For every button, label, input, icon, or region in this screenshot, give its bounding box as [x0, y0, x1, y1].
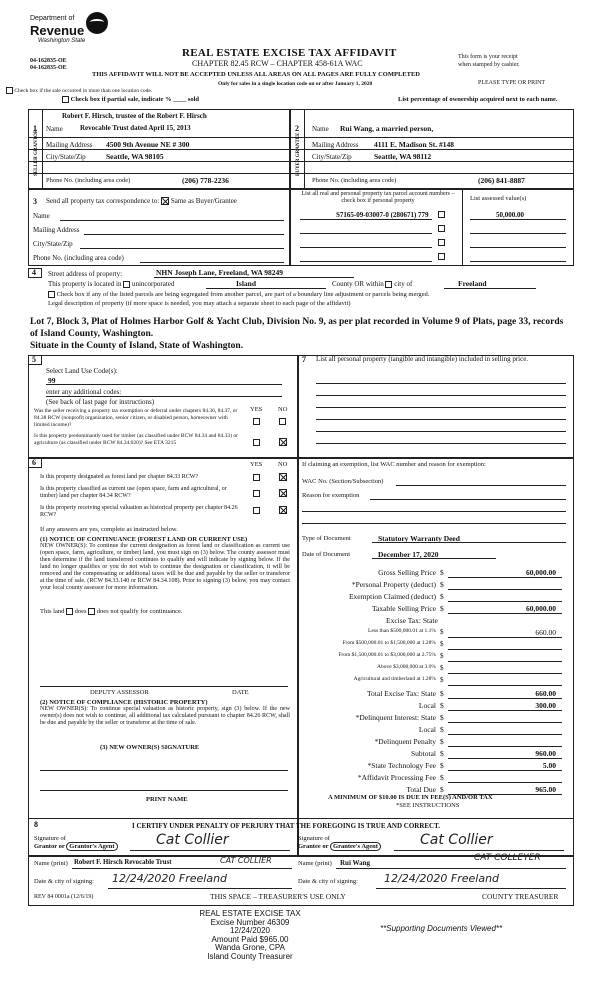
exempt-label: If claiming an exemption, list WAC number and reason for exemption: — [302, 461, 486, 468]
technology-fee: 5.00 — [542, 761, 556, 770]
grantee-sig-line2: Grantee or — [298, 843, 329, 850]
assessed-header: List assessed value(s) — [470, 195, 527, 202]
section-3-number: 3 — [33, 197, 37, 206]
dollar-sign: $ — [440, 737, 444, 746]
partial-sale-label: Check box if partial sale, indicate % — [70, 96, 172, 103]
dollar-sign: $ — [440, 592, 444, 601]
grantee-signature[interactable]: Cat Collier — [420, 832, 493, 848]
doc-type-value: Statutory Warranty Deed — [378, 534, 460, 543]
same-as-buyer-checkbox[interactable] — [161, 197, 169, 205]
tax-row — [302, 568, 566, 580]
oe-number-2: 04-162835-OE — [30, 65, 67, 71]
legal-note: Legal description of property (if more space is needed, you may attach a separate sheet to each page of the affidavit) — [48, 300, 351, 307]
tax-rows — [302, 568, 566, 628]
oe-number-1: 04-162835-OE — [30, 58, 67, 64]
new-owner-signature-label: (3) NEW OWNER(S) SIGNATURE — [100, 744, 200, 751]
county-treasurer-label: COUNTY TREASURER — [482, 892, 559, 901]
sec5-q1-no-checkbox[interactable] — [279, 418, 286, 425]
tax-totals — [302, 689, 566, 797]
grantor-print-handwritten: CAT COLLIER — [220, 856, 272, 865]
sec3-mail-label: Mailing Address — [33, 226, 80, 234]
multi-location-checkbox[interactable] — [6, 87, 13, 94]
doc-type-label: Type of Document — [302, 535, 351, 542]
tax-tiers — [302, 628, 566, 688]
does-not-qualify-checkbox[interactable] — [88, 608, 95, 615]
total-due: 965.00 — [535, 785, 556, 794]
sec5-q1-yes-checkbox[interactable] — [253, 418, 260, 425]
supporting-docs-note: **Supporting Documents Viewed** — [380, 924, 503, 933]
sec5-q2: Is this property predominantly used for timber (as classified under RCW 84.34 and 84.33) or agriculture (as classified under RCW 84.34.020)? See ETA 3215 — [34, 433, 238, 446]
stamp-line-6: Island County Treasurer — [207, 951, 293, 961]
buyer-phone: (206) 841-8887 — [478, 176, 525, 185]
city-value: Freeland — [458, 279, 487, 288]
dollar-sign: $ — [440, 640, 444, 648]
tier-label: Above $3,000,000 at 3.0% — [377, 664, 436, 670]
wac-label: WAC No. (Section/Subsection) — [302, 478, 384, 485]
see-instructions: *SEE INSTRUCTIONS — [396, 802, 460, 809]
doc-date-label: Date of Document — [302, 551, 351, 558]
total-label: *Delinquent Interest: State — [355, 713, 436, 722]
dollar-sign: $ — [440, 761, 444, 770]
this-land-row — [40, 608, 183, 615]
section-5-number: 5 — [32, 355, 36, 364]
dollar-sign: $ — [440, 652, 444, 660]
sec7-label: List all personal property (tangible and intangible) included in selling price. — [316, 355, 529, 363]
grantee-date-city-label: Date & city of signing: — [298, 878, 358, 885]
seller-name-label: Name — [46, 125, 63, 133]
tier-label: Less than $500,000.01 at 1.1% — [368, 628, 436, 634]
parcel-3-checkbox[interactable] — [438, 239, 445, 246]
this-land-label: This land — [40, 608, 65, 615]
grantee-signature-label — [298, 835, 381, 851]
sec6-no-header: NO — [278, 461, 288, 468]
dollar-sign: $ — [440, 628, 444, 636]
parcel-4-checkbox[interactable] — [438, 253, 445, 260]
city-checkbox[interactable] — [385, 281, 392, 288]
stamp-line-4: Amount Paid $965.00 — [211, 934, 289, 944]
assessed-value: 50,000.00 — [496, 211, 524, 219]
legal-description-text: Lot 7, Block 3, Plat of Holmes Harbor Golf & Yacht Club, Division No. 9, as per plat recorded in Volume 9 of Plats, page 33, records of Island County, Washington. — [30, 317, 564, 339]
form-title: REAL ESTATE EXCISE TAX AFFIDAVIT — [182, 47, 397, 59]
parcel-number: S7165-09-03007-0 (280671) 779 — [336, 211, 429, 219]
partial-sale-checkbox[interactable] — [62, 96, 69, 103]
multi-note: Only for sales in a single location code on or after January 1, 2020 — [218, 81, 373, 87]
gross-selling-price: 60,000.00 — [526, 568, 556, 577]
total-label: Total Due — [406, 785, 436, 794]
parcel-1-checkbox[interactable] — [438, 211, 445, 218]
grantee-agent-label: Grantee's Agent — [330, 842, 381, 851]
notice-2-title: (2) NOTICE OF COMPLIANCE (HISTORIC PROPERTY) — [40, 699, 208, 706]
total-row — [302, 749, 566, 761]
section-7-number: 7 — [302, 355, 306, 364]
segregated-row — [48, 291, 588, 298]
sec6-q3: Is this property receiving special valuation as historical property per chapter 84.26 RCW? — [40, 505, 238, 518]
use-code-value: 99 — [48, 376, 56, 385]
logo-icon-wave — [90, 19, 104, 25]
dollar-sign: $ — [440, 785, 444, 794]
grantor-signature-label — [34, 835, 118, 851]
doc-date-value: December 17, 2020 — [378, 550, 439, 559]
receipt-note — [458, 53, 520, 69]
total-label: *State Technology Fee — [367, 761, 436, 770]
not-qualify-label: does not qualify for continuance. — [96, 608, 183, 615]
multi-location-row — [6, 87, 152, 94]
tier-row — [302, 628, 566, 640]
tier-row — [302, 664, 566, 676]
tier-label: From $1,500,000.01 to $3,000,000 at 2.75% — [338, 652, 436, 658]
grantee-print-handwritten: CAT COLLEYER — [474, 853, 541, 863]
deputy-assessor-label: DEPUTY ASSESSOR — [90, 689, 149, 696]
date-label: DATE — [232, 689, 249, 696]
stamp-line-2: Excise Number 46309 — [210, 917, 290, 927]
sec6-q1: Is this property designated as forest land per chapter 84.33 RCW? — [40, 474, 199, 480]
buyer-name: Rui Wang, a married person, — [340, 124, 434, 133]
excise-label: Excise Tax: State — [386, 616, 438, 625]
dollar-sign: $ — [440, 580, 444, 589]
section-4-number: 4 — [32, 268, 36, 277]
section-2-number: 2 — [295, 124, 299, 133]
tax-row — [302, 604, 566, 616]
total-label: *Delinquent Penalty — [374, 737, 436, 746]
unincorporated-checkbox[interactable] — [123, 281, 130, 288]
buyer-mail-label: Mailing Address — [312, 141, 359, 149]
legal-description — [30, 316, 570, 352]
see-back-label: (See back of last page for instructions) — [46, 398, 155, 406]
partial-sale-row: Check box if partial sale, indicate % ____ sold — [62, 96, 199, 103]
tier-1-value: 660.00 — [535, 628, 556, 637]
section-6-number: 6 — [32, 458, 36, 467]
sec6-q2-no-checkbox[interactable] — [279, 489, 287, 497]
dollar-sign: $ — [440, 676, 444, 684]
rev-number: REV 84 0001a (12/6/19) — [34, 894, 94, 900]
seller-city-label: City/State/Zip — [46, 153, 86, 161]
county-value: Island — [236, 279, 257, 288]
form-chapter: CHAPTER 82.45 RCW – CHAPTER 458-61A WAC — [192, 59, 363, 68]
grantor-agent-label: Grantor's Agent — [66, 842, 117, 851]
buyer-name-label: Name — [312, 125, 329, 133]
does-label: does — [74, 608, 87, 615]
sec6-yes-header: YES — [250, 461, 263, 468]
revenue-logo — [30, 12, 120, 48]
tier-row — [302, 640, 566, 652]
dollar-sign: $ — [440, 568, 444, 577]
tier-row — [302, 676, 566, 688]
minimum-note: A MINIMUM OF $10.00 IS DUE IN FEE(S) AND/OR TAX — [328, 794, 493, 801]
buyer-phone-label: Phone No. (including area code) — [312, 177, 397, 184]
seller-name-line2: Revocable Trust dated April 15, 2013 — [80, 124, 191, 132]
total-excise-local: 300.00 — [535, 701, 556, 710]
section-1-number: 1 — [33, 124, 37, 133]
sec5-yes-header: YES — [250, 406, 263, 413]
grantee-sig-line1: Signature of — [298, 835, 330, 842]
seller-phone-label: Phone No. (including area code) — [46, 177, 131, 184]
tax-row-label: Taxable Selling Price — [371, 604, 436, 613]
sec6-q3-no-checkbox[interactable] — [279, 506, 287, 514]
sec3-name-label: Name — [33, 212, 50, 220]
treasurer-only-label: THIS SPACE – TREASURER'S USE ONLY — [210, 892, 346, 901]
grantor-date-city[interactable]: 12/24/2020 Freeland — [112, 872, 228, 885]
reason-label: Reason for exemption — [302, 492, 360, 499]
dollar-sign: $ — [440, 604, 444, 613]
tax-row — [302, 592, 566, 604]
sec6-q1-no-checkbox[interactable] — [279, 473, 287, 481]
additional-codes-label: enter any additional codes: — [46, 388, 122, 396]
agency-label: Department of — [30, 15, 75, 22]
sec3-city-label: City/State/Zip — [33, 240, 73, 248]
grantee-name-print-label: Name (print) — [298, 860, 332, 867]
tier-label: Agricultural and timberland at 1.28% — [353, 676, 436, 682]
receipt-note-2: when stamped by cashier. — [458, 62, 520, 68]
taxable-selling-price: 60,000.00 — [526, 604, 556, 613]
grantor-sig-line2: Grantor or — [34, 843, 65, 850]
dollar-sign: $ — [440, 664, 444, 672]
ownership-note: List percentage of ownership acquired next to each name. — [398, 96, 558, 103]
tax-row-label: Exemption Claimed (deduct) — [348, 592, 436, 601]
seller-mail: 4500 9th Avenue NE # 300 — [106, 140, 190, 149]
seller-city: Seattle, WA 98105 — [106, 152, 164, 161]
parcel-2-checkbox[interactable] — [438, 225, 445, 232]
segregated-checkbox[interactable] — [48, 291, 55, 298]
sold-label: sold — [187, 96, 200, 103]
parcel-header: List all real and personal property tax parcel account numbers – check box if personal property — [301, 191, 455, 204]
subtotal: 960.00 — [535, 749, 556, 758]
grantee-name-print: Rui Wang — [340, 859, 371, 867]
grantor-signature[interactable]: Cat Collier — [156, 832, 229, 848]
total-label: *Affidavit Processing Fee — [357, 773, 436, 782]
total-label: Local — [418, 725, 436, 734]
print-name-label: PRINT NAME — [146, 796, 188, 803]
sec5-q2-yes-checkbox[interactable] — [253, 439, 260, 446]
stamp-line-1: REAL ESTATE EXCISE TAX — [199, 909, 301, 918]
total-label: Total Excise Tax: State — [366, 689, 436, 698]
tax-row-label: *Personal Property (deduct) — [351, 580, 436, 589]
use-code-label: Select Land Use Code(s): — [46, 367, 118, 375]
seller-side-label: SELLER GRANTOR — [34, 129, 39, 176]
notice-2-text: NEW OWNER(S): To continue special valuation as historic property, sign (3) below. If the new owner(s) does not wish to continue, all additional tax calculated pursuant to chapter 84.26 RCW, shall be due and payable by the seller or transferor at the time of sale. — [40, 706, 290, 726]
buyer-city: Seattle, WA 98112 — [374, 152, 432, 161]
segregated-label: Check box if any of the listed parcels are being segregated from another parcel, are part of a boundary line adjustment or parcels being merged. — [56, 291, 430, 298]
grantor-date-city-label: Date & city of signing: — [34, 878, 94, 885]
certify-text: I CERTIFY UNDER PENALTY OF PERJURY THAT THE FOREGOING IS TRUE AND CORRECT. — [132, 822, 441, 830]
total-row — [302, 773, 566, 785]
grantee-date-city[interactable]: 12/24/2020 Freeland — [384, 872, 500, 885]
seller-mail-label: Mailing Address — [46, 141, 93, 149]
tax-row — [302, 580, 566, 592]
dollar-sign: $ — [440, 713, 444, 722]
dollar-sign: $ — [440, 749, 444, 758]
sec3-phone-label: Phone No. (including area code) — [33, 254, 124, 262]
sec6-q1-yes-checkbox[interactable] — [253, 474, 260, 481]
dollar-sign: $ — [440, 773, 444, 782]
street-address: NHN Joseph Lane, Freeland, WA 98249 — [156, 268, 284, 277]
unincorporated-label: unincorporated — [131, 280, 175, 288]
buyer-city-label: City/State/Zip — [312, 153, 352, 161]
sec6-q2-yes-checkbox[interactable] — [253, 490, 260, 497]
tier-label: From $500,000.01 to $1,500,000 at 1.28% — [342, 640, 436, 646]
total-row — [302, 689, 566, 701]
city-label: city of — [394, 280, 413, 288]
total-row — [302, 701, 566, 713]
dollar-sign: $ — [440, 725, 444, 734]
form-warning: THIS AFFIDAVIT WILL NOT BE ACCEPTED UNLESS ALL AREAS ON ALL PAGES ARE FULLY COMPLETED — [92, 71, 420, 78]
grantor-name-print-label: Name (print) — [34, 860, 68, 867]
dollar-sign: $ — [440, 689, 444, 698]
agency-state: Washington State — [38, 38, 86, 44]
sec6-q3-yes-checkbox[interactable] — [253, 507, 260, 514]
tier-row — [302, 652, 566, 664]
treasurer-stamp — [180, 910, 320, 961]
sec3-row — [46, 197, 237, 205]
buyer-side-label: BUYER GRANTEE — [296, 132, 301, 176]
same-as-buyer-label: Same as Buyer/Grantee — [170, 197, 237, 205]
dollar-sign: $ — [440, 701, 444, 710]
sec6-q2: Is this property classified as current use (open space, farm and agricultural, or timber) land per chapter 84.34 RCW? — [40, 486, 227, 499]
notice-1-text: NEW OWNER(S): To continue the current designation as forest land or classification as current use (open space, farm, agriculture, or timber) land, you must sign on (3) below. The county assessor must then determine if the land transferred continues to qualify and will indicate by signing below. If the land no longer qualifies or you do not wish to continue the designation or classification, it will be removed and the compensating or additional taxes will be due and payable by the seller or transferor at the time of sale. (RCW 84.33.140 or RCW 84.34.108). Prior to signing (3) below, you may contact your local county assessor for more information. — [40, 543, 290, 591]
agency-name: Revenue — [30, 23, 85, 38]
total-row — [302, 725, 566, 737]
sec6-any-yes: If any answers are yes, complete as instructed below. — [40, 526, 178, 533]
tax-row-label: Gross Selling Price — [378, 568, 436, 577]
section-8-number: 8 — [34, 820, 38, 829]
buyer-mail: 4111 E. Madison St. #148 — [374, 140, 455, 149]
stamp-line-5: Wanda Grone, CPA — [215, 943, 285, 952]
located-row — [48, 280, 174, 288]
receipt-note-1: This form is your receipt — [458, 54, 518, 60]
total-row — [302, 713, 566, 725]
seller-name-line1: Robert F. Hirsch, trustee of the Robert F. Hirsch — [62, 112, 207, 120]
multi-location-label: Check box if the sale occurred in more than one location code. — [14, 87, 153, 94]
total-row — [302, 737, 566, 749]
street-label: Street address of property: — [48, 270, 123, 278]
county-row — [332, 280, 412, 288]
legal-description-situate: Situate in the County of Island, State of Washington. — [30, 341, 244, 351]
sec5-q2-no-checkbox[interactable] — [279, 438, 287, 446]
grantor-name-print: Robert F. Hirsch Revocable Trust — [74, 859, 172, 866]
grantor-sig-line1: Signature of — [34, 835, 66, 842]
sec3-label: Send all property tax correspondence to: — [46, 197, 160, 205]
stamp-line-3: 12/24/2020 — [229, 926, 271, 935]
located-label: This property is located in — [48, 280, 122, 288]
sec5-no-header: NO — [278, 406, 288, 413]
total-row — [302, 761, 566, 773]
total-label: Local — [418, 701, 436, 710]
print-note: PLEASE TYPE OR PRINT — [478, 80, 546, 86]
does-qualify-checkbox[interactable] — [66, 608, 73, 615]
county-label: County OR within — [332, 280, 384, 288]
total-label: Subtotal — [410, 749, 436, 758]
sec5-q1: Was the seller receiving a property tax exemption or deferral under chapters 84.36, 84.37, or 84.38 RCW (nonprofit organization, senior citizen, or disabled person, homeowner with limited income)? — [34, 408, 238, 428]
total-excise-state: 660.00 — [535, 689, 556, 698]
notice-1-title: (1) NOTICE OF CONTINUANCE (FOREST LAND OR CURRENT USE) — [40, 536, 248, 543]
seller-phone: (206) 778-2236 — [182, 176, 229, 185]
